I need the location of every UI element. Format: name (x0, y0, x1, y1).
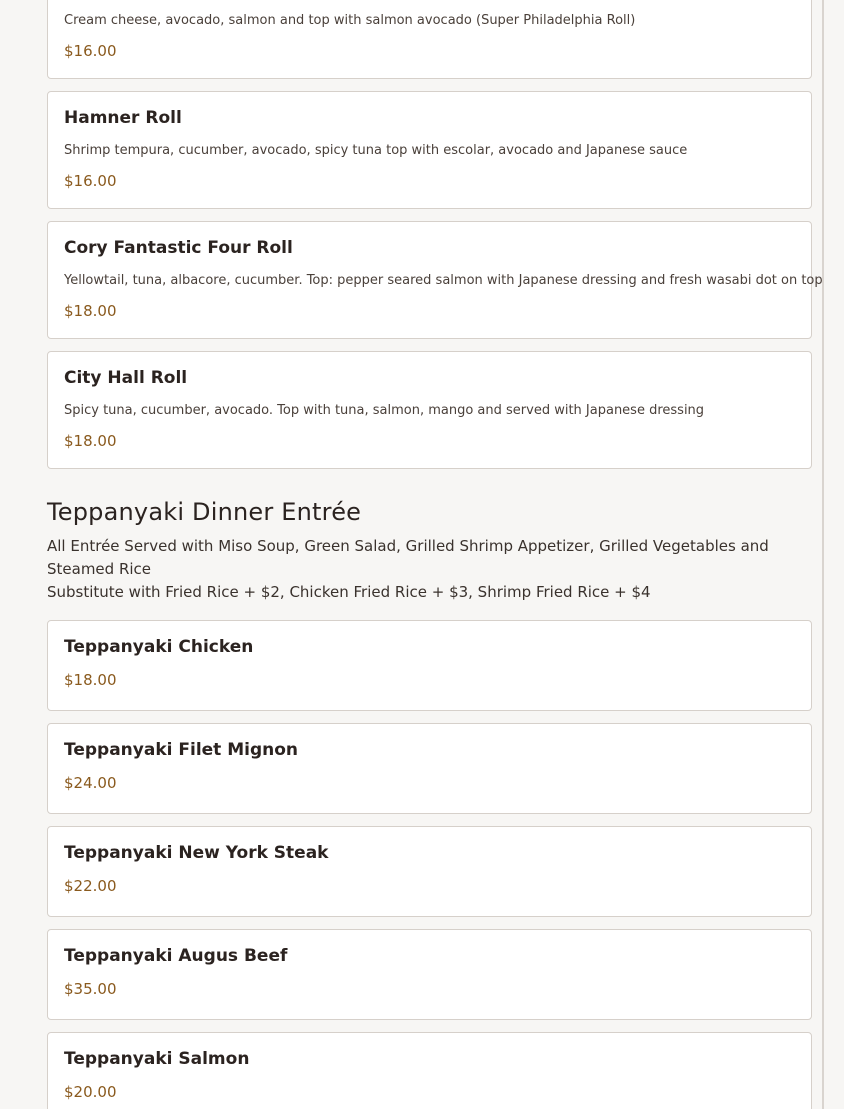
menu-item-card[interactable] (47, 351, 812, 469)
item-name: Cory Fantastic Four Roll (64, 238, 293, 258)
section-description (47, 535, 812, 604)
item-description: Spicy tuna, cucumber, avocado. Top with tuna, salmon, mango and served with Japanese dressing (64, 403, 705, 418)
item-price: $35.00 (64, 980, 117, 998)
menu-item-card[interactable] (47, 620, 812, 711)
menu-item-card[interactable] (47, 826, 812, 917)
teppanyaki-section (47, 497, 812, 1109)
section-title: Teppanyaki Dinner Entrée (47, 498, 362, 526)
item-name: Teppanyaki Salmon (64, 1049, 250, 1069)
scroll-divider (822, 0, 824, 1109)
item-name: Teppanyaki New York Steak (64, 843, 329, 863)
item-name: Teppanyaki Augus Beef (64, 946, 288, 966)
menu-item-card[interactable] (47, 0, 812, 79)
item-name: Teppanyaki Filet Mignon (64, 740, 299, 760)
item-description: Shrimp tempura, cucumber, avocado, spicy tuna top with escolar, avocado and Japanese sauce (64, 143, 688, 158)
item-price: $16.00 (64, 172, 117, 190)
menu-item-card[interactable] (47, 91, 812, 209)
item-price: $18.00 (64, 302, 117, 320)
item-description: Yellowtail, tuna, albacore, cucumber. Top: pepper seared salmon with Japanese dressing and fresh wasabi dot on top (64, 273, 823, 288)
menu-container (47, 0, 823, 1109)
item-name: City Hall Roll (64, 368, 188, 388)
item-price: $22.00 (64, 877, 117, 895)
menu-item-card[interactable] (47, 929, 812, 1020)
section-description-line: Substitute with Fried Rice + $2, Chicken Fried Rice + $3, Shrimp Fried Rice + $4 (47, 583, 651, 601)
item-price: $18.00 (64, 432, 117, 450)
menu-item-card[interactable] (47, 723, 812, 814)
item-description: Cream cheese, avocado, salmon and top with salmon avocado (Super Philadelphia Roll) (64, 13, 636, 28)
item-price: $24.00 (64, 774, 117, 792)
item-price: $16.00 (64, 42, 117, 60)
item-name: Teppanyaki Chicken (64, 637, 254, 657)
item-name: Hamner Roll (64, 108, 182, 128)
menu-item-card[interactable] (47, 1032, 812, 1109)
menu-item-card[interactable] (47, 221, 823, 339)
section-description-line: All Entrée Served with Miso Soup, Green Salad, Grilled Shrimp Appetizer, Grilled Vegetables and Steamed Rice (47, 537, 769, 578)
item-price: $20.00 (64, 1083, 117, 1101)
item-price: $18.00 (64, 671, 117, 689)
